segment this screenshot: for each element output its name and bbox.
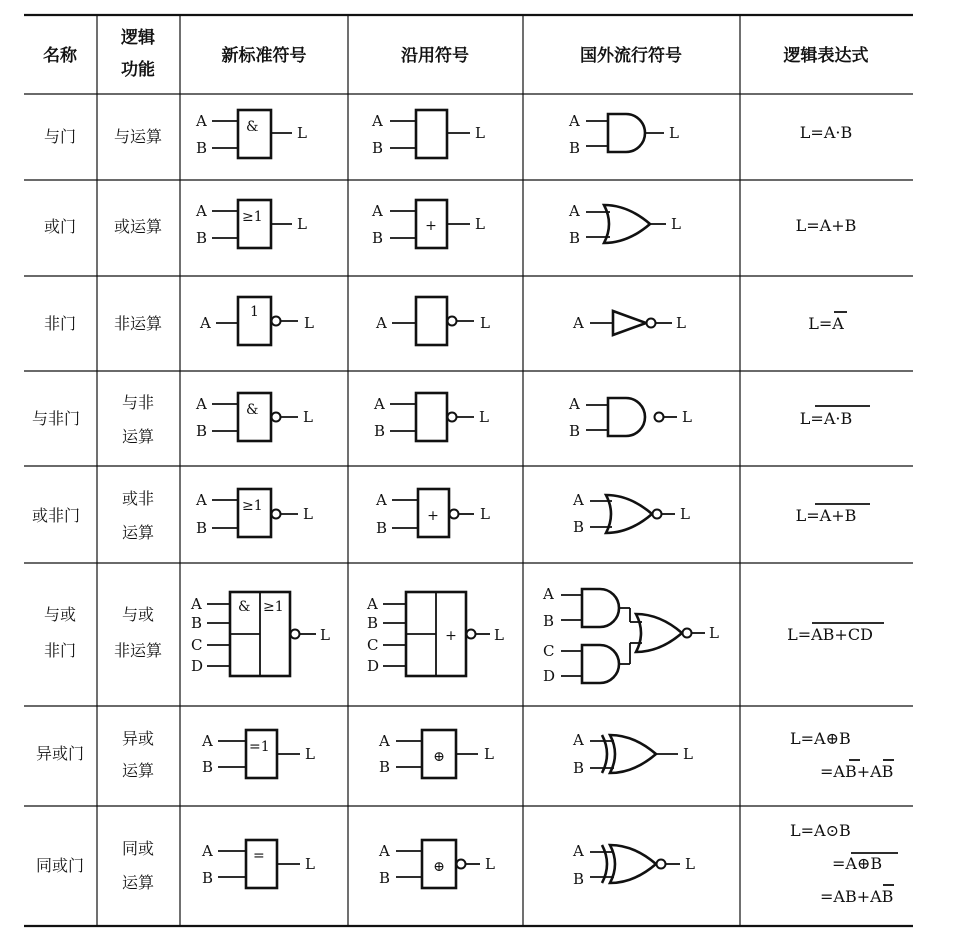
svg-text:L: L	[685, 855, 695, 873]
gate-function: 非运算	[113, 314, 163, 333]
logic-expression-line1: L=A⊕B	[790, 729, 851, 748]
svg-text:L: L	[320, 626, 330, 644]
svg-text:B: B	[367, 614, 379, 632]
gate-function-line2: 非运算	[113, 641, 163, 660]
svg-text:L: L	[671, 215, 681, 233]
svg-text:1: 1	[250, 304, 259, 320]
gate-function-line2: 运算	[121, 523, 155, 542]
svg-text:C: C	[367, 636, 379, 654]
svg-text:B: B	[196, 139, 208, 157]
foreign-symbol	[542, 585, 719, 685]
table-row-nor-gate	[32, 489, 870, 542]
table-row-or-gate	[44, 200, 856, 248]
gate-name: 或门	[43, 217, 77, 236]
svg-text:D: D	[191, 657, 204, 675]
gate-function-line1: 与或	[121, 605, 155, 624]
gate-name: 与门	[43, 127, 77, 146]
table-header	[43, 27, 869, 80]
svg-text:L: L	[480, 505, 490, 523]
svg-text:=1: =1	[249, 739, 270, 755]
svg-text:A: A	[379, 732, 390, 750]
old-symbol	[375, 489, 490, 537]
svg-text:A: A	[191, 595, 202, 613]
gate-name: 非门	[43, 314, 77, 333]
svg-text:B: B	[196, 229, 208, 247]
svg-text:L: L	[475, 124, 485, 142]
logic-expression: L=A	[808, 314, 844, 333]
svg-text:L: L	[297, 215, 307, 233]
gate-name-line1: 与或	[43, 605, 77, 624]
svg-text:L: L	[305, 855, 315, 873]
svg-text:L: L	[494, 626, 504, 644]
svg-text:D: D	[543, 667, 556, 685]
svg-text:B: B	[573, 870, 585, 888]
svg-text:B: B	[374, 422, 386, 440]
svg-text:B: B	[573, 759, 585, 777]
svg-text:≥1: ≥1	[242, 209, 263, 225]
header-foreign-symbol: 国外流行符号	[580, 46, 682, 66]
svg-text:A: A	[196, 395, 207, 413]
svg-text:=: =	[253, 848, 265, 864]
table-row-xor-gate	[36, 729, 894, 781]
svg-text:A: A	[543, 585, 554, 603]
svg-text:B: B	[202, 869, 214, 887]
table-row-and-or-invert-gate	[44, 585, 884, 685]
svg-text:A: A	[202, 732, 213, 750]
gate-name: 与非门	[31, 409, 81, 428]
logic-expression: L=A+B	[795, 506, 857, 525]
svg-text:L: L	[484, 745, 494, 763]
new-standard-symbol	[195, 393, 313, 441]
svg-text:L: L	[485, 855, 495, 873]
new-standard-symbol	[199, 297, 314, 345]
gate-function-line2: 运算	[121, 873, 155, 892]
svg-text:&: &	[246, 402, 259, 418]
header-function-line1: 逻辑	[121, 28, 155, 48]
svg-text:⊕: ⊕	[433, 749, 445, 765]
header-function-line2: 功能	[121, 60, 155, 80]
gate-function-line1: 异或	[121, 729, 155, 748]
svg-text:B: B	[569, 139, 581, 157]
old-symbol	[366, 592, 504, 676]
svg-text:⊕: ⊕	[433, 859, 445, 875]
foreign-symbol	[572, 491, 690, 536]
svg-text:A: A	[376, 314, 387, 332]
svg-text:L: L	[669, 124, 679, 142]
svg-text:B: B	[573, 518, 585, 536]
logic-expression-line3: =AB+AB	[820, 887, 894, 906]
new-standard-symbol	[195, 489, 313, 537]
gate-function: 与运算	[113, 127, 163, 146]
svg-text:A: A	[569, 112, 580, 130]
svg-text:A: A	[372, 202, 383, 220]
gate-name: 异或门	[35, 744, 85, 763]
svg-text:+: +	[427, 508, 439, 524]
foreign-symbol	[568, 112, 679, 157]
svg-text:B: B	[196, 519, 208, 537]
svg-text:L: L	[709, 624, 719, 642]
foreign-symbol	[568, 395, 692, 440]
svg-text:≥1: ≥1	[242, 498, 263, 514]
svg-text:L: L	[683, 745, 693, 763]
svg-text:A: A	[196, 491, 207, 509]
svg-text:B: B	[569, 422, 581, 440]
svg-text:A: A	[573, 842, 584, 860]
svg-text:A: A	[573, 314, 584, 332]
svg-text:C: C	[543, 642, 555, 660]
svg-text:A: A	[367, 595, 378, 613]
gate-function: 或运算	[113, 217, 163, 236]
svg-text:A: A	[372, 112, 383, 130]
table-row-and-gate	[44, 110, 852, 158]
svg-text:A: A	[374, 395, 385, 413]
header-new-symbol: 新标准符号	[221, 46, 307, 66]
new-standard-symbol	[195, 200, 307, 248]
svg-text:B: B	[196, 422, 208, 440]
svg-text:B: B	[202, 758, 214, 776]
logic-expression: L=AB+CD	[787, 625, 873, 644]
gate-name: 同或门	[35, 856, 85, 875]
svg-text:L: L	[304, 314, 314, 332]
svg-text:A: A	[379, 842, 390, 860]
svg-text:L: L	[682, 408, 692, 426]
svg-text:L: L	[479, 408, 489, 426]
new-standard-symbol	[201, 840, 315, 888]
svg-text:L: L	[303, 408, 313, 426]
svg-text:B: B	[376, 519, 388, 537]
svg-text:A: A	[573, 731, 584, 749]
svg-text:L: L	[676, 314, 686, 332]
old-symbol	[371, 200, 485, 248]
svg-text:A: A	[196, 112, 207, 130]
svg-text:B: B	[372, 229, 384, 247]
svg-text:B: B	[569, 229, 581, 247]
new-standard-symbol	[195, 110, 307, 158]
svg-text:C: C	[191, 636, 203, 654]
svg-text:B: B	[543, 612, 555, 630]
svg-text:+: +	[445, 628, 457, 644]
header-old-symbol: 沿用符号	[401, 46, 469, 66]
gate-function-line2: 运算	[121, 427, 155, 446]
foreign-symbol	[572, 731, 693, 777]
svg-text:B: B	[372, 139, 384, 157]
svg-text:A: A	[569, 395, 580, 413]
gate-function-line1: 与非	[121, 393, 155, 412]
svg-text:L: L	[305, 745, 315, 763]
table-row-nand-gate	[32, 393, 870, 446]
svg-text:A: A	[202, 842, 213, 860]
logic-expression-line2: =A⊕B	[832, 854, 883, 873]
gate-name: 或非门	[31, 506, 81, 525]
logic-expression: L=A·B	[799, 123, 853, 142]
svg-text:A: A	[569, 202, 580, 220]
table-grid	[24, 15, 913, 926]
foreign-symbol	[568, 202, 681, 247]
svg-text:B: B	[379, 758, 391, 776]
old-symbol	[371, 110, 485, 158]
foreign-symbol	[572, 842, 695, 888]
logic-expression-line2: =AB+AB	[820, 762, 894, 781]
old-symbol	[375, 297, 490, 345]
svg-text:≥1: ≥1	[263, 599, 284, 615]
svg-text:L: L	[297, 124, 307, 142]
svg-text:A: A	[196, 202, 207, 220]
gate-function-line2: 运算	[121, 761, 155, 780]
svg-text:A: A	[200, 314, 211, 332]
new-standard-symbol	[201, 730, 315, 778]
gate-function-line1: 或非	[121, 489, 155, 508]
svg-text:&: &	[238, 599, 251, 615]
old-symbol	[378, 730, 494, 778]
gate-name-line2: 非门	[43, 641, 77, 660]
gate-function-line1: 同或	[121, 839, 155, 858]
table-row-xnor-gate	[36, 821, 898, 906]
svg-text:&: &	[246, 119, 259, 135]
new-standard-symbol	[190, 592, 330, 676]
header-name: 名称	[43, 46, 77, 66]
svg-text:+: +	[425, 218, 437, 234]
svg-text:B: B	[191, 614, 203, 632]
svg-text:D: D	[367, 657, 380, 675]
svg-text:L: L	[480, 314, 490, 332]
svg-text:A: A	[573, 491, 584, 509]
logic-expression: L=A+B	[795, 216, 857, 235]
logic-expression-line1: L=A⊙B	[790, 821, 851, 840]
logic-expression: L=A·B	[799, 409, 853, 428]
old-symbol	[373, 393, 489, 441]
foreign-symbol	[572, 311, 686, 335]
svg-text:L: L	[680, 505, 690, 523]
old-symbol	[378, 840, 495, 888]
svg-text:A: A	[376, 491, 387, 509]
table-row-not-gate	[44, 297, 847, 345]
svg-text:B: B	[379, 869, 391, 887]
header-expression: 逻辑表达式	[783, 46, 869, 66]
svg-text:L: L	[475, 215, 485, 233]
svg-text:L: L	[303, 505, 313, 523]
